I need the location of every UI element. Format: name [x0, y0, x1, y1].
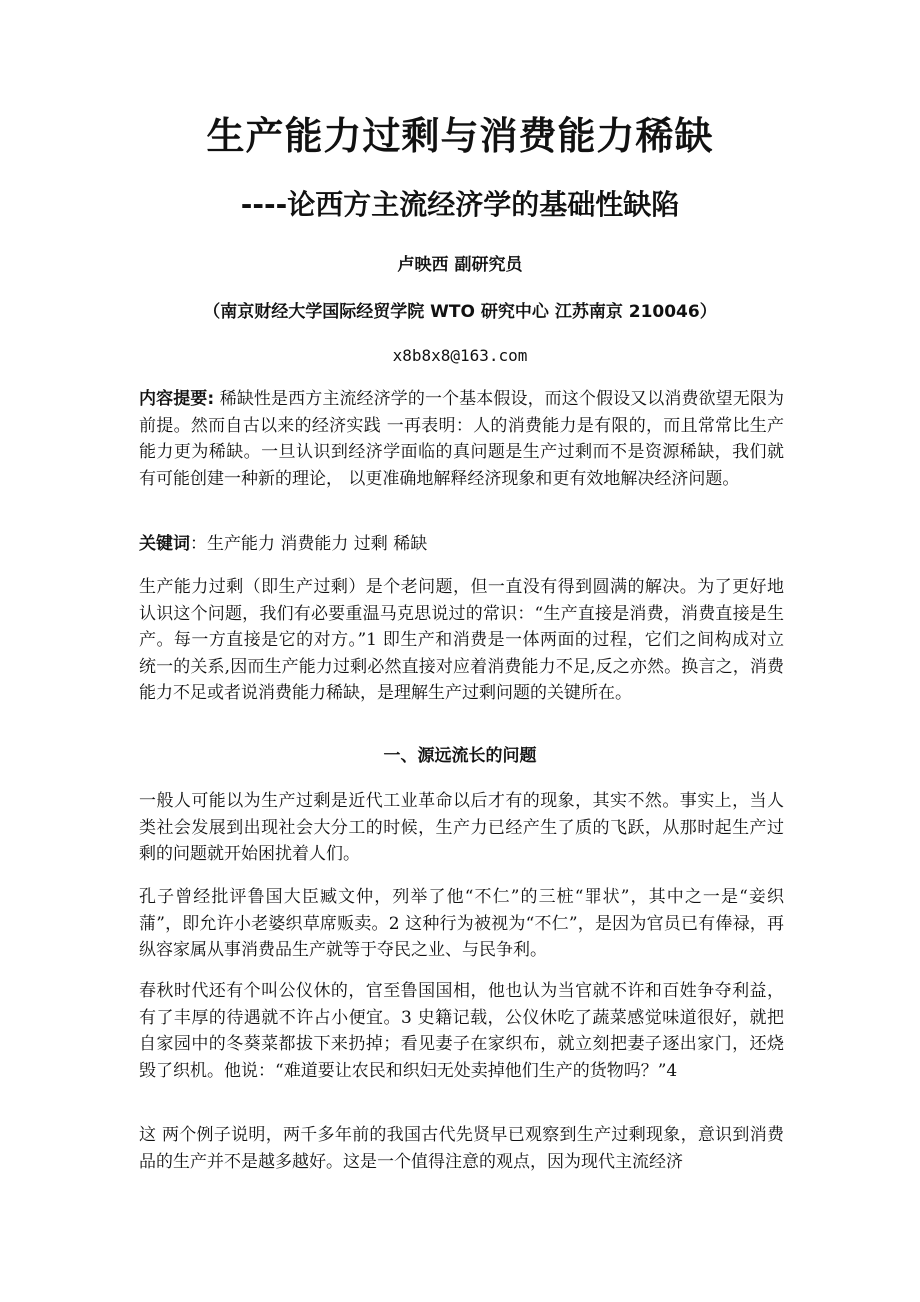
affiliation-line: （南京财经大学国际经贸学院 WTO 研究中心 江苏南京 210046）: [203, 302, 717, 322]
body-paragraph-1: 生产能力过剩（即生产过剩）是个老问题，但一直没有得到圆满的解决。为了更好地认识这个问题，我们有必要重温马克思说过的常识：“生产直接是消费，消费直接是生产。每一方直接是它的对方。”1 即生产和消费是一体两面的过程，它们之间构成对立统一的关系,因而生产能力过剩必然直接对应着消费能力不足,反之亦然。换言之，消费能力不足或者说消费能力稀缺，是理解生产过剩问题的关键所在。: [139, 577, 784, 703]
body-paragraph-4: 春秋时代还有个叫公仪休的，官至鲁国国相，他也认为当官就不许和百姓争夺利益，有了丰厚的待遇就不许占小便宜。3 史籍记载，公仪休吃了蔬菜感觉味道很好，就把自家园中的冬葵菜都拔下来扔掉；看见妻子在家织布，就立刻把妻子逐出家门，还烧毁了织机。他说：“难道要让农民和织妇无处卖掉他们生产的货物吗？”4: [139, 981, 784, 1081]
body-paragraph-3: 孔子曾经批评鲁国大臣臧文仲，列举了他“不仁”的三桩“罪状”，其中之一是“妾织蒲”，即允许小老婆织草席贩卖。2 这种行为被视为“不仁”，是因为官员已有俸禄，再纵容家属从事消费品生产就等于夺民之业、与民争利。: [139, 887, 784, 960]
author-line: 卢映西 副研究员: [397, 255, 523, 275]
keywords-text: ：生产能力 消费能力 过剩 稀缺: [190, 534, 428, 554]
document-title: 生产能力过剩与消费能力稀缺: [206, 114, 714, 158]
abstract-text: 稀缺性是西方主流经济学的一个基本假设，而这个假设又以消费欲望无限为前提。然而自古以来的经济实践 一再表明：人的消费能力是有限的，而且常常比生产能力更为稀缺。一旦认识到经济学面临的真问题是生产过剩而不是资源稀缺，我们就有可能创建一种新的理论， 以更准确地解释经济现象和更有效地解决经济问题。: [139, 389, 784, 489]
body-paragraph-5: 这 两个例子说明，两千多年前的我国古代先贤早已观察到生产过剩现象，意识到消费品的生产并不是越多越好。这是一个值得注意的观点，因为现代主流经济: [139, 1125, 784, 1172]
keywords-paragraph: [139, 531, 784, 558]
section-heading-1: 一、源远流长的问题: [383, 746, 537, 766]
body-paragraph-2: 一般人可能以为生产过剩是近代工业革命以后才有的现象，其实不然。事实上，当人类社会发展到出现社会大分工的时候，生产力已经产生了质的飞跃，从那时起生产过剩的问题就开始困扰着人们。: [139, 791, 784, 864]
document-subtitle: ----论西方主流经济学的基础性缺陷: [240, 188, 680, 221]
email-line: x8b8x8@163.com: [392, 346, 528, 365]
abstract-label: 内容提要:: [139, 389, 215, 409]
keywords-label: 关键词: [139, 534, 190, 554]
abstract-paragraph: [139, 386, 784, 492]
